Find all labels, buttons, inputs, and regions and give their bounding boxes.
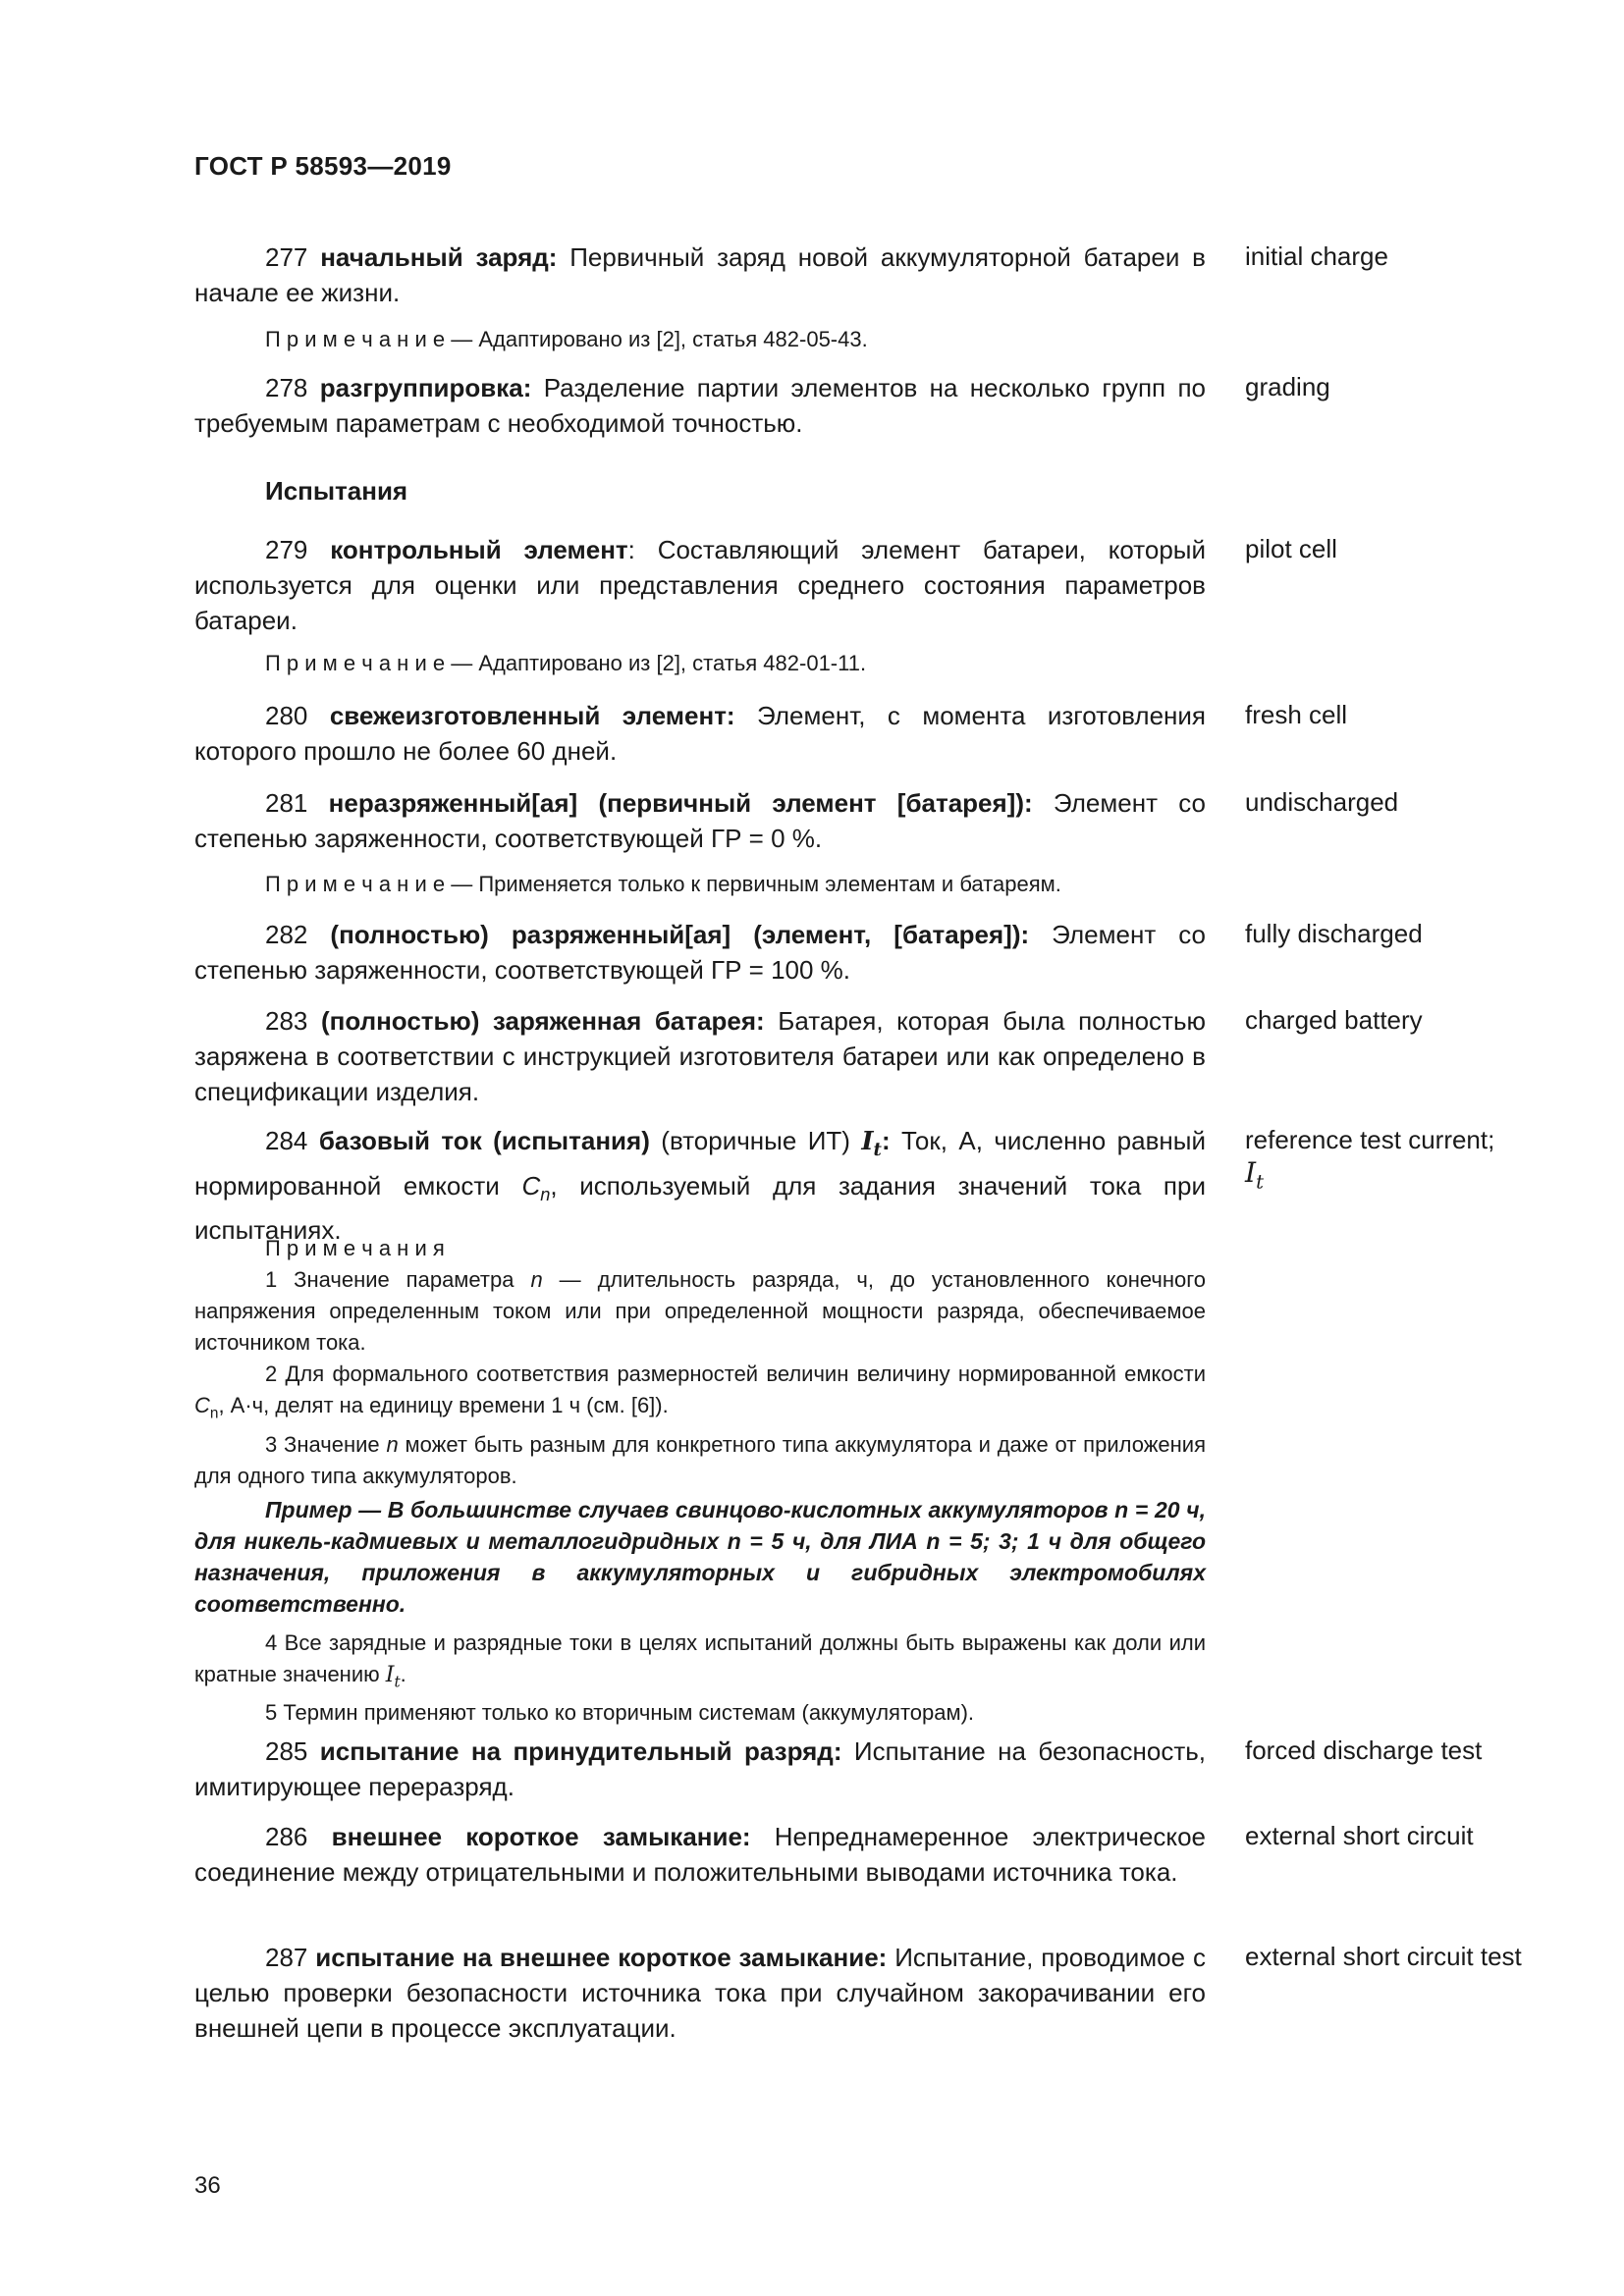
- note-284-3: 3 Значение n может быть разным для конкретного типа аккумулятора и даже от приложения для одного типа аккумуляторов.: [194, 1432, 1206, 1489]
- term-name: испытание на принудительный разряд:: [319, 1736, 842, 1766]
- term-name: испытание на внешнее короткое замыкание:: [315, 1943, 888, 1972]
- term-definition: Элемент со степенью заряженности, соответствующей ГР = 100 %.: [194, 920, 1206, 985]
- term-entry-277: [194, 240, 1388, 310]
- term-paren: (вторичные ИТ): [649, 1126, 862, 1155]
- document-header: ГОСТ Р 58593—2019: [194, 151, 452, 181]
- term-english: reference test current; $I_t$: [1245, 1125, 1495, 1194]
- term-definition: Испытание на безопасность, имитирующее переразряд.: [194, 1736, 1206, 1801]
- note-281: [194, 869, 1206, 900]
- term-name: (полностью) разряженный[ая] (элемент, [батарея]):: [330, 920, 1030, 949]
- term-number: 286: [265, 1822, 308, 1851]
- section-title: Испытания: [265, 476, 408, 506]
- term-entry-280: [194, 698, 1348, 769]
- term-name: свежеизготовленный элемент:: [329, 701, 735, 730]
- term-name: (полностью) заряженная батарея:: [320, 1006, 765, 1036]
- note-label: П р и м е ч а н и е: [265, 327, 446, 351]
- term-definition: Непреднамеренное электрическое соединение между отрицательными и положительными выводами источника тока.: [194, 1822, 1206, 1887]
- term-english: external short circuit: [1245, 1821, 1474, 1850]
- note-284-1: 1 Значение параметра n — длительность разряда, ч, до установленного конечного напряжения определенным током или при определенной мощности разряда, обеспечиваемое источником тока.: [194, 1267, 1207, 1355]
- term-entry-281: [194, 785, 1399, 856]
- term-entry-284: 284 базовый ток (испытания) (вторичные ИТ) $I_t$: Ток, А, численно равный нормированной емкости $C_n$, используемый для задания значений тока при испытаниях. reference test current; $I_t$: [194, 1123, 1206, 1248]
- term-definition: Элемент, с момента изготовления которого прошло не более 60 дней.: [194, 701, 1206, 766]
- notes-label: П р и м е ч а н и я: [265, 1236, 445, 1260]
- note-277: [194, 324, 1206, 355]
- note-label: П р и м е ч а н и е: [265, 651, 446, 675]
- term-english: fresh cell: [1245, 700, 1348, 729]
- term-english: fully discharged: [1245, 919, 1423, 948]
- term-definition: Батарея, которая была полностью заряжена в соответствии с инструкцией изготовителя батареи или как определено в спецификации изделия.: [194, 1006, 1206, 1106]
- page-number: 36: [194, 2172, 221, 2199]
- term-number: 287: [265, 1943, 308, 1972]
- term-english: charged battery: [1245, 1005, 1423, 1035]
- term-name: контрольный элемент: [330, 535, 628, 564]
- term-name: разгруппировка:: [319, 373, 532, 402]
- term-name: неразряженный[ая] (первичный элемент [батарея]):: [328, 788, 1033, 818]
- term-number: 277: [265, 242, 308, 272]
- term-english: forced discharge test: [1245, 1735, 1483, 1765]
- note-text: — Применяется только к первичным элементам и батареям.: [445, 872, 1061, 896]
- note-284-2: 2 Для формального соответствия размерностей величин величину нормированной емкости $C_n$, А·ч, делят на единицу времени 1 ч (см. [6]).: [194, 1362, 1206, 1422]
- notes-284-cont: [194, 1628, 1206, 1729]
- term-definition: Ток, А, численно равный нормированной емкости: [194, 1126, 1206, 1201]
- term-number: 278: [265, 373, 308, 402]
- note-284-4: 4 Все зарядные и разрядные токи в целях испытаний должны быть выражены как доли или кратные значению $I_t$.: [194, 1630, 1206, 1691]
- term-entry-283: [194, 1003, 1423, 1109]
- capacity-symbol: $C_n$: [521, 1171, 551, 1205]
- term-name: базовый ток (испытания): [318, 1126, 650, 1155]
- term-number: 284: [265, 1126, 308, 1155]
- term-english: initial charge: [1245, 241, 1388, 271]
- term-number: 280: [265, 701, 308, 730]
- term-name: начальный заряд:: [320, 242, 558, 272]
- term-definition: Испытание, проводимое с целью проверки безопасности источника тока при случайном закорачивании его внешней цепи в процессе эксплуатации.: [194, 1943, 1206, 2043]
- term-number: 283: [265, 1006, 308, 1036]
- note-text: — Адаптировано из [2], статья 482-01-11.: [445, 651, 867, 675]
- term-definition: : Составляющий элемент батареи, который используется для оценки или представления среднего состояния параметров батареи.: [194, 535, 1206, 635]
- term-entry-286: [194, 1819, 1474, 1890]
- current-symbol: $I_t$: [385, 1663, 401, 1691]
- term-number: 285: [265, 1736, 308, 1766]
- example-284: Пример — В большинстве случаев свинцово-кислотных аккумуляторов n = 20 ч, для никель-кадмиевых и металлогидридных n = 5 ч, для ЛИА n = 5; 3; 1 ч для общего назначения, приложения в аккумуляторных и гибридных электромобилях соответственно.: [194, 1497, 1206, 1617]
- term-entry-287: [194, 1940, 1522, 2046]
- term-number: 281: [265, 788, 308, 818]
- term-name: внешнее короткое замыкание:: [331, 1822, 751, 1851]
- term-entry-282: [194, 917, 1423, 988]
- term-number: 282: [265, 920, 308, 949]
- term-number: 279: [265, 535, 308, 564]
- note-text: — Адаптировано из [2], статья 482-05-43.: [445, 327, 868, 351]
- term-english: undischarged: [1245, 787, 1399, 817]
- term-entry-278: [194, 370, 1330, 441]
- term-definition: Первичный заряд новой аккумуляторной батареи в начале ее жизни.: [194, 242, 1206, 307]
- term-entry-279: [194, 532, 1337, 638]
- term-english: external short circuit test: [1245, 1942, 1522, 1971]
- note-label: П р и м е ч а н и е: [265, 872, 446, 896]
- term-definition: Разделение партии элементов на несколько групп по требуемым параметрам с необходимой точностью.: [194, 373, 1206, 438]
- term-entry-285: [194, 1734, 1483, 1804]
- note-279: [194, 648, 1206, 679]
- en-current-symbol: $I_t$: [1245, 1156, 1264, 1194]
- note-284-5: 5 Термин применяют только ко вторичным системам (аккумуляторам).: [265, 1700, 975, 1726]
- current-symbol: $I_t$: [861, 1127, 882, 1161]
- term-definition: Элемент со степенью заряженности, соответствующей ГР = 0 %.: [194, 788, 1206, 853]
- notes-284: [194, 1233, 1206, 1492]
- term-english: pilot cell: [1245, 534, 1337, 563]
- term-english: grading: [1245, 372, 1330, 401]
